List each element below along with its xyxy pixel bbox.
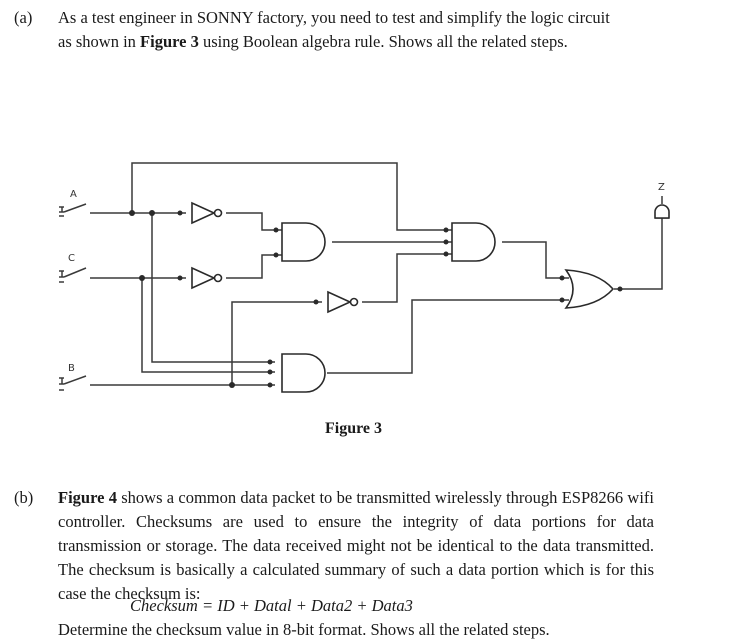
question-b: [14, 486, 654, 606]
question-b-body: shows a common data packet to be transmitted wirelessly through ESP8266 wifi controller. Checksums are used to ensure the integrity of data portions for data transmission or storage. The data received might not be identical to the data transmitted. The checksum is basically a calculated summary of such a data portion which is for this case the checksum is:: [58, 488, 654, 603]
checksum-formula: Checksum = ID + Datal + Data2 + Data3: [130, 596, 413, 615]
question-b-instruction: Determine the checksum value in 8-bit format. Shows all the related steps.: [58, 620, 550, 639]
and-gate-3: [282, 354, 325, 392]
question-a-line1: As a test engineer in SONNY factory, you need to test and simplify the logic circuit: [58, 8, 610, 27]
switch-b: [59, 376, 86, 390]
question-a-line2-pre: as shown in: [58, 32, 141, 51]
question-a-label: (a): [14, 8, 33, 27]
question-b-label: (b): [14, 488, 34, 507]
not-gate-a: [192, 203, 222, 223]
not-gate-c: [192, 268, 222, 288]
switch-c: [59, 268, 86, 282]
or-gate: [566, 270, 613, 308]
and-gate-2: [452, 223, 495, 261]
and-gate-1: [282, 223, 325, 261]
input-label-a: A: [70, 189, 77, 200]
figure-caption: Figure 3: [325, 420, 383, 437]
question-b-text: [58, 486, 654, 606]
not-gate-b: [328, 292, 358, 312]
output-lamp-z: [655, 196, 669, 230]
switch-a: [59, 204, 86, 216]
output-label-z: Z: [658, 182, 665, 193]
input-label-c: C: [68, 253, 75, 264]
question-b-figure-ref: Figure 4: [58, 488, 117, 507]
question-a-figure-ref: Figure 3: [140, 32, 199, 51]
input-label-b: B: [68, 363, 75, 374]
question-a-line2-post: using Boolean algebra rule. Shows all the related steps.: [198, 32, 568, 51]
